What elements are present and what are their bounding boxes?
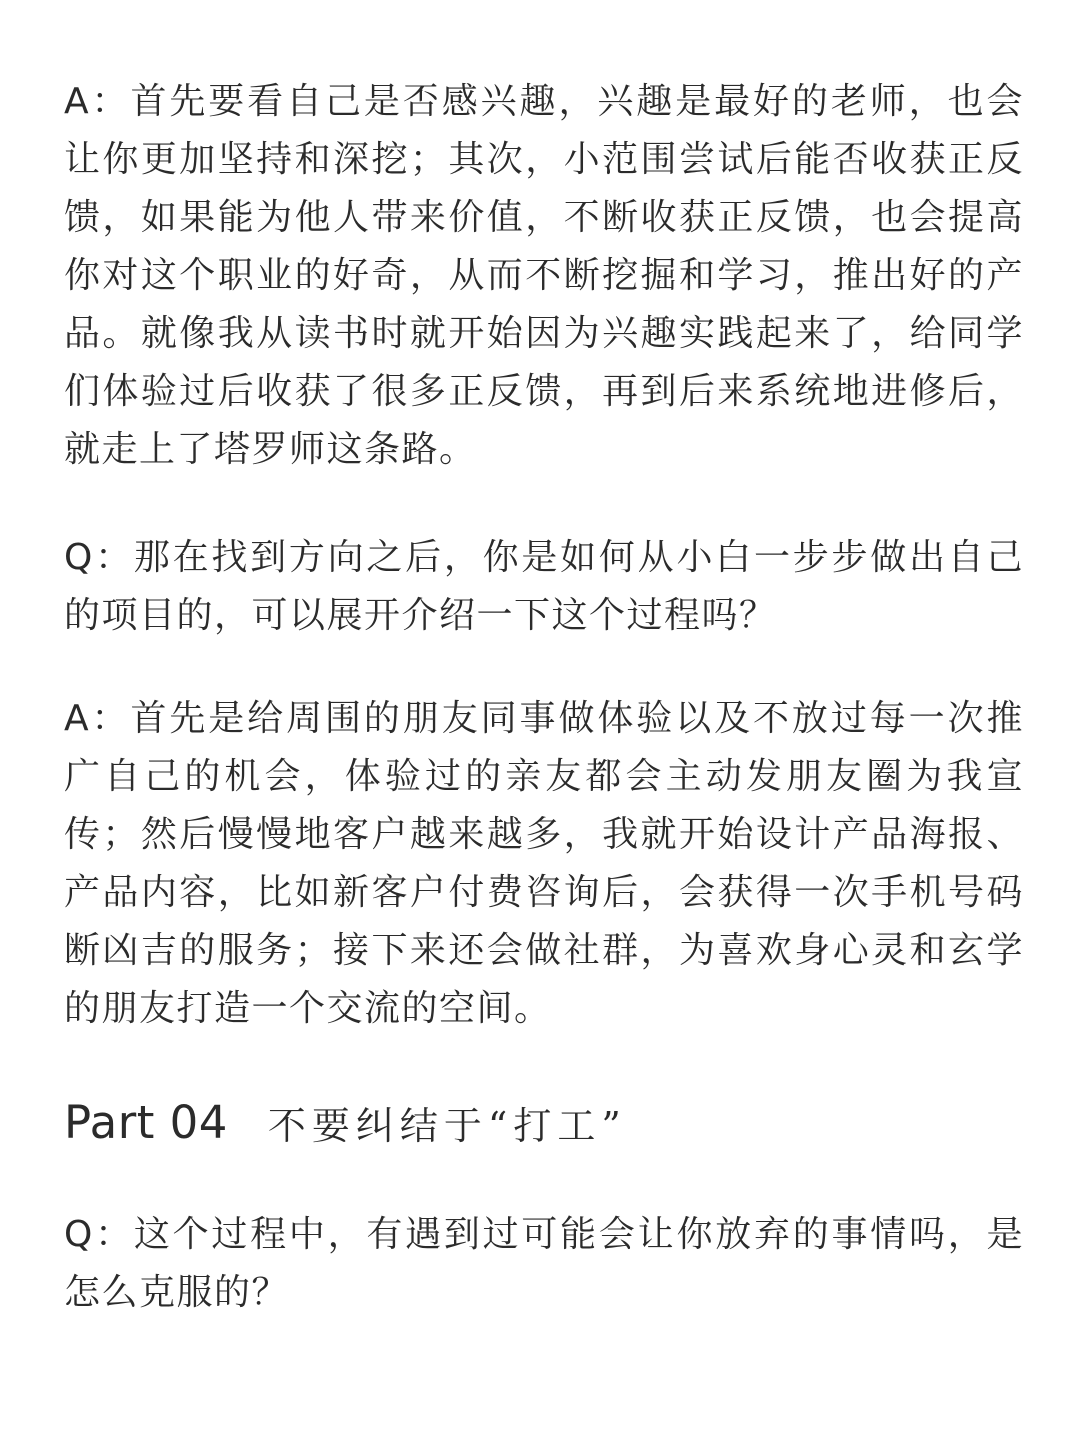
answer-paragraph-2: A：首先是给周围的朋友同事做体验以及不放过每一次推广自己的机会，体验过的亲友都会主动发朋友圈为我宣传；然后慢慢地客户越来越多，我就开始设计产品海报、产品内容，比如新客户付费咨询后，会获得一次手机号码断凶吉的服务；接下来还会做社群，为喜欢身心灵和玄学的朋友打造一个交流的空间。 [64, 698, 1024, 1029]
section-part-label: Part 04 [64, 1095, 228, 1149]
section-title: 不要纠结于“打工” [267, 1103, 627, 1148]
answer-paragraph-1: A：首先要看自己是否感兴趣，兴趣是最好的老师，也会让你更加坚持和深挖；其次，小范围尝试后能否收获正反馈，如果能为他人带来价值，不断收获正反馈，也会提高你对这个职业的好奇，从而不断挖掘和学习，推出好的产品。就像我从读书时就开始因为兴趣实践起来了，给同学们体验过后收获了很多正反馈，再到后来系统地进修后，就走上了塔罗师这条路。 [64, 81, 1024, 470]
question-paragraph-1: Q：那在找到方向之后，你是如何从小白一步步做出自己的项目的，可以展开介绍一下这个过程吗？ [64, 537, 1024, 636]
section-heading [64, 1092, 627, 1152]
question-paragraph-2: Q：这个过程中，有遇到过可能会让你放弃的事情吗，是怎么克服的？ [64, 1214, 1024, 1313]
